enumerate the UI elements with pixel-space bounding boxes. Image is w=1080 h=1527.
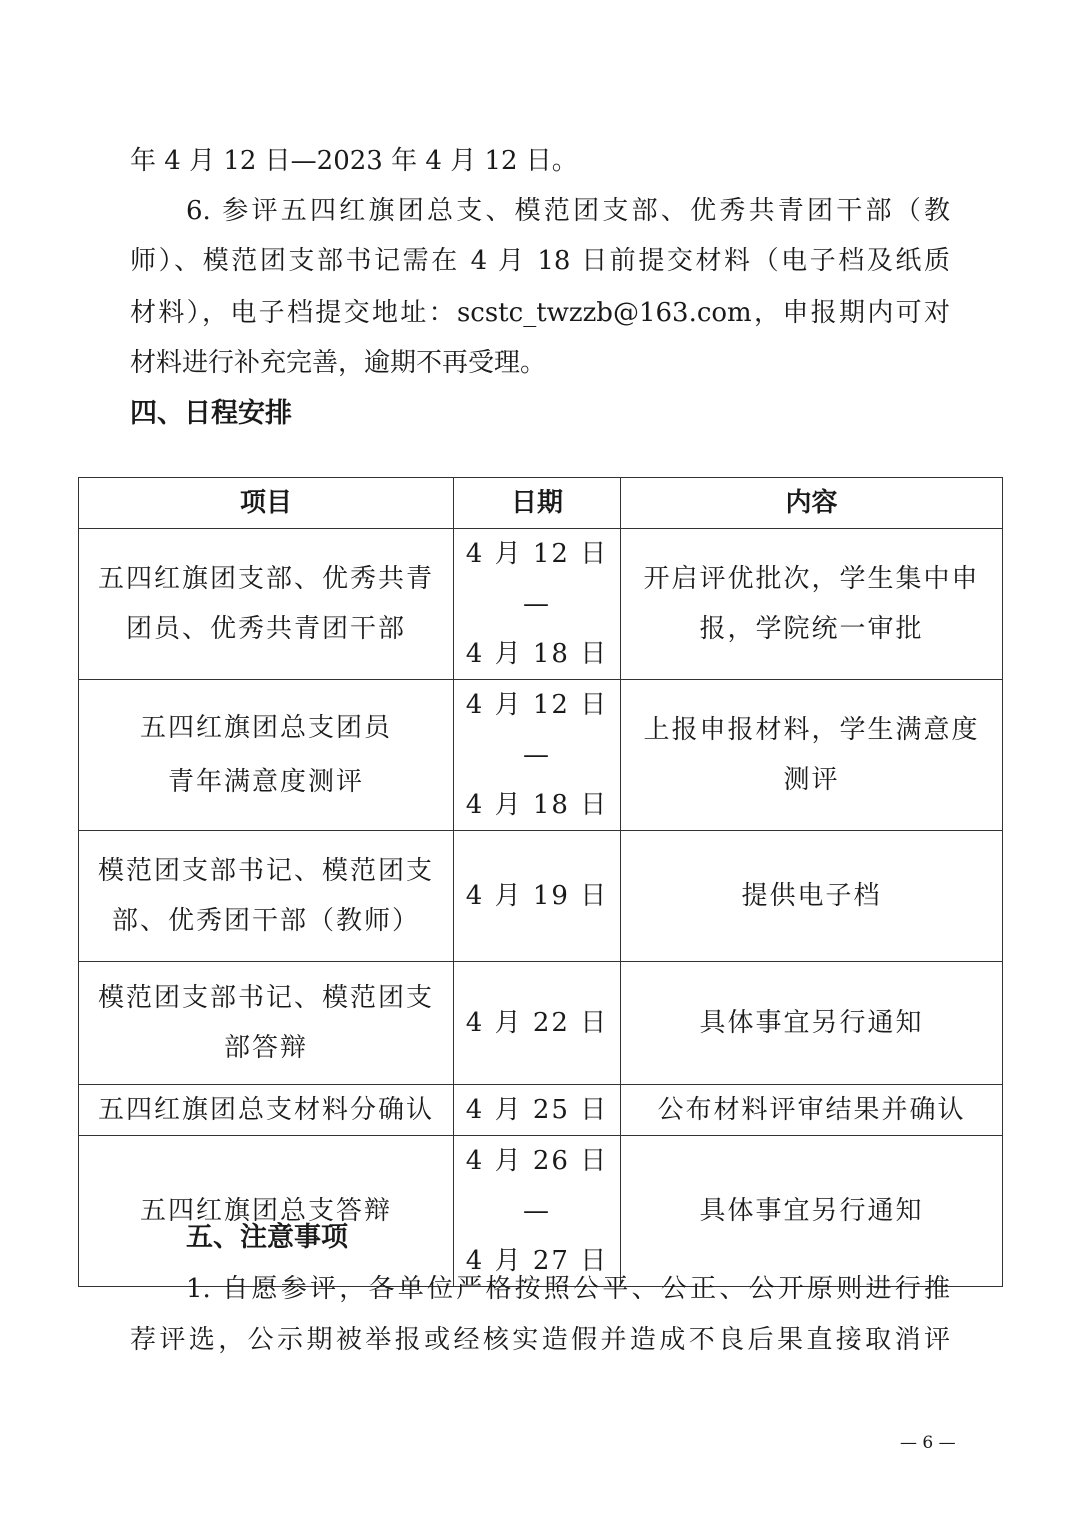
- cell-date: 4 月 22 日: [465, 1008, 609, 1038]
- cell-date: 4 月 25 日: [465, 1095, 609, 1125]
- cell-item: 模范团支部书记、模范团支 部、优秀团干部（教师）: [97, 856, 434, 936]
- cell-item: 五四红旗团支部、优秀共青 团员、优秀共青团干部: [97, 564, 434, 644]
- cell-content: 上报申报材料，学生满意度 测评: [643, 715, 980, 795]
- page-number: — 6 —: [900, 1433, 956, 1453]
- schedule-table: [78, 477, 1003, 1287]
- cell-date: 4 月 19 日: [465, 881, 609, 911]
- paragraph-line: 师）、模范团支部书记需在 4 月 18 日前提交材料（电子档及纸质: [130, 246, 950, 276]
- paragraph-line: 材料），电子档提交地址：scstc_twzzb@163.com，申报期内可对: [130, 298, 950, 328]
- table-row: [79, 1136, 1003, 1287]
- table-header-row: [79, 478, 1003, 529]
- section-heading: 五、注意事项: [186, 1222, 348, 1253]
- cell-content: 开启评优批次，学生集中申 报，学院统一审批: [643, 564, 980, 644]
- cell-content: 具体事宜另行通知: [699, 1196, 924, 1226]
- table-row: [79, 680, 1003, 831]
- table-row: [79, 962, 1003, 1085]
- table-row: [79, 1085, 1003, 1136]
- cell-item: 五四红旗团总支答辩: [139, 1196, 392, 1226]
- paragraph-line: 6. 参评五四红旗团总支、模范团支部、优秀共青团干部（教: [186, 196, 950, 226]
- column-header-date: 日期: [454, 478, 621, 529]
- cell-item: 五四红旗团总支材料分确认: [97, 1095, 434, 1125]
- cell-content: 提供电子档: [741, 881, 882, 911]
- cell-content: 公布材料评审结果并确认: [657, 1095, 966, 1125]
- table-row: [79, 831, 1003, 962]
- paragraph-line: 材料进行补充完善，逾期不再受理。: [130, 348, 547, 378]
- cell-item: 模范团支部书记、模范团支 部答辩: [97, 983, 434, 1063]
- table-row: [79, 529, 1003, 680]
- column-header-content: 内容: [621, 478, 1003, 529]
- cell-date: 4 月 12 日— 4 月 18 日: [465, 539, 609, 669]
- paragraph-line: 荐评选，公示期被举报或经核实造假并造成不良后果直接取消评: [130, 1325, 950, 1355]
- cell-content: 具体事宜另行通知: [699, 1008, 924, 1038]
- cell-date: 4 月 26 日— 4 月 27 日: [465, 1146, 609, 1276]
- cell-date: 4 月 12 日— 4 月 18 日: [465, 690, 609, 820]
- paragraph-line: 年 4 月 12 日—2023 年 4 月 12 日。: [130, 146, 578, 176]
- section-heading: 四、日程安排: [130, 398, 292, 429]
- paragraph-line: 1. 自愿参评，各单位严格按照公平、公正、公开原则进行推: [186, 1274, 950, 1304]
- column-header-item: 项目: [79, 478, 454, 529]
- cell-item: 五四红旗团总支团员 青年满意度测评: [139, 713, 392, 797]
